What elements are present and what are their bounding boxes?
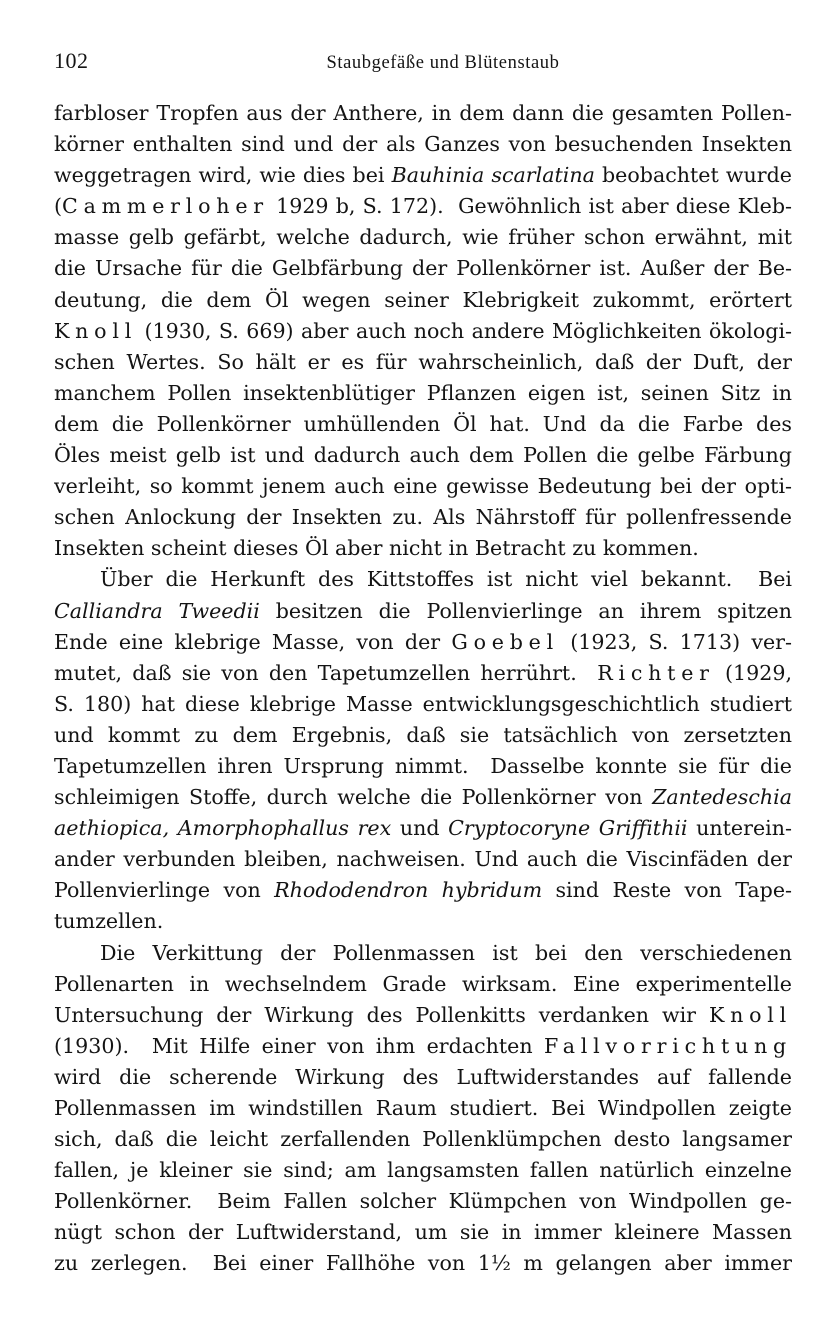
text-line	[54, 222, 792, 253]
text-segment: unterein-	[687, 816, 792, 841]
text-line	[54, 720, 792, 751]
text-line	[54, 160, 792, 191]
spaced-author-name: Knoll	[54, 318, 138, 343]
text-segment: wird die scherende Wirkung des Luftwiderstandes auf fallende	[54, 1064, 792, 1089]
text-segment: mutet, daß sie von den Tapetumzellen herrührt.	[54, 660, 598, 685]
text-segment: ander verbunden bleiben, nachweisen. Und auch die Viscinfäden der	[54, 847, 792, 872]
text-line	[54, 564, 792, 595]
text-line	[54, 191, 792, 222]
text-line	[54, 347, 792, 378]
text-segment: Pollenarten in wechselndem Grade wirksam. Eine experimentelle	[54, 971, 792, 996]
text-line	[54, 129, 792, 160]
text-segment: sind Reste von Tape-	[542, 878, 792, 903]
text-segment: Ende eine klebrige Masse, von der	[54, 629, 452, 654]
text-segment: Pollenmassen im windstillen Raum studiert. Bei Windpollen zeigte	[54, 1096, 792, 1120]
text-line	[54, 875, 792, 906]
text-segment: Untersuchung der Wirkung des Pollenkitts verdanken wir	[54, 1002, 709, 1027]
text-line	[54, 98, 792, 129]
italic-species-name: Zantedeschia	[652, 785, 792, 810]
text-segment: manchem Pollen insektenblütiger Pflanzen eigen ist, seinen Sitz in	[54, 380, 792, 405]
text-line	[54, 1031, 792, 1062]
text-line	[54, 906, 792, 937]
text-segment: sich, daß die leicht zerfallenden Pollenklümpchen desto langsamer	[54, 1127, 792, 1152]
italic-species-name: Cryptocoryne Griffithii	[448, 816, 688, 841]
text-line	[54, 1000, 792, 1031]
text-segment: 1929 b, S. 172). Gewöhnlich ist aber diese Kleb-	[268, 194, 792, 219]
text-segment: Über die Herkunft des Kittstoffes ist nicht viel bekannt. Bei	[100, 567, 792, 592]
text-segment: beobachtet wurde	[594, 163, 792, 188]
body-text	[54, 98, 792, 1280]
text-line	[54, 1186, 792, 1217]
text-line	[54, 813, 792, 844]
text-segment: und	[391, 816, 449, 841]
text-segment: Insekten scheint dieses Öl aber nicht in Betracht zu kommen.	[54, 536, 699, 561]
spaced-author-name: Knoll	[708, 1002, 792, 1027]
text-segment: schleimigen Stoffe, durch welche die Pollenkörner von	[54, 785, 653, 810]
text-segment: masse gelb gefärbt, welche dadurch, wie früher schon erwähnt, mit	[54, 225, 792, 250]
text-segment: nügt schon der Luftwiderstand, um sie in immer kleinere Massen	[54, 1220, 792, 1245]
spaced-author-name: Fallvorrichtung	[544, 1033, 792, 1058]
italic-species-name: Calliandra Tweedii	[54, 598, 260, 623]
text-segment: weggetragen wird, wie dies bei	[54, 163, 392, 188]
text-line	[54, 1093, 792, 1124]
text-line	[54, 1217, 792, 1248]
text-segment: besitzen die Pollenvierlinge an ihrem spitzen	[259, 598, 792, 623]
text-line	[54, 782, 792, 813]
text-line	[54, 1124, 792, 1155]
italic-species-name: aethiopica, Amorphophallus rex	[54, 816, 392, 841]
text-segment: (1929,	[714, 660, 792, 685]
text-segment: (1930). Mit Hilfe einer von ihm erdachten	[54, 1033, 545, 1058]
text-line	[54, 533, 792, 564]
text-segment: die Ursache für die Gelbfärbung der Pollenkörner ist. Außer der Be-	[54, 256, 792, 281]
text-line	[54, 471, 792, 502]
text-line	[54, 285, 792, 316]
text-segment: Tapetumzellen ihren Ursprung nimmt. Dasselbe konnte sie für die	[54, 753, 792, 778]
text-segment: Pollenkörner. Beim Fallen solcher Klümpchen von Windpollen ge-	[54, 1189, 792, 1214]
spaced-author-name: Goebel	[451, 629, 559, 654]
text-line	[54, 316, 792, 347]
text-segment: und kommt zu dem Ergebnis, daß sie tatsächlich von zersetzten	[54, 722, 792, 747]
text-line	[54, 1248, 792, 1279]
text-segment: S. 180) hat diese klebrige Masse entwicklungsgeschichtlich studiert	[54, 691, 792, 716]
text-segment: tumzellen.	[54, 909, 164, 934]
spaced-author-name: Richter	[597, 660, 715, 685]
running-title: Staubgefäße und Blütenstaub	[326, 53, 560, 73]
text-segment: dem die Pollenkörner umhüllenden Öl hat. Und da die Farbe des	[54, 411, 792, 436]
text-line	[54, 378, 792, 409]
text-segment: verleiht, so kommt jenem auch eine gewisse Bedeutung bei der opti-	[54, 474, 792, 499]
text-line	[54, 844, 792, 875]
text-segment: Öles meist gelb ist und dadurch auch dem Pollen die gelbe Färbung	[54, 443, 792, 468]
text-line	[54, 409, 792, 440]
text-line	[54, 596, 792, 627]
text-segment: (1923, S. 1713) ver-	[559, 629, 792, 654]
text-line	[54, 1062, 792, 1093]
page-number: 102	[54, 48, 89, 73]
text-segment: Die Verkittung der Pollenmassen ist bei den verschiedenen	[100, 940, 792, 965]
page-header	[54, 48, 792, 82]
text-segment: schen Wertes. So hält er es für wahrscheinlich, daß der Duft, der	[54, 349, 792, 374]
text-segment: schen Anlockung der Insekten zu. Als Nährstoff für pollenfressende	[54, 505, 792, 530]
italic-species-name: Rhododendron hybridum	[274, 878, 543, 903]
text-segment: farbloser Tropfen aus der Anthere, in dem dann die gesamten Pollen-	[54, 101, 792, 125]
text-segment: fallen, je kleiner sie sind; am langsamsten fallen natürlich einzelne	[54, 1158, 792, 1183]
text-segment: Pollenvierlinge von	[54, 878, 275, 903]
spaced-author-name: Cammerloher	[62, 194, 269, 219]
text-line	[54, 751, 792, 782]
text-segment: zu zerlegen. Bei einer Fallhöhe von 1½ m gelangen aber immer	[54, 1251, 792, 1276]
text-line	[54, 658, 792, 689]
text-line	[54, 1155, 792, 1186]
text-segment: deutung, die dem Öl wegen seiner Klebrigkeit zukommt, erörtert	[54, 287, 792, 312]
text-line	[54, 969, 792, 1000]
text-line	[54, 627, 792, 658]
italic-species-name: Bauhinia scarlatina	[391, 163, 595, 188]
text-line	[54, 938, 792, 969]
text-line	[54, 440, 792, 471]
text-segment: (1930, S. 669) aber auch noch andere Möglichkeiten ökologi-	[137, 318, 792, 343]
text-segment: körner enthalten sind und der als Ganzes von besuchenden Insekten	[54, 132, 792, 157]
text-line	[54, 689, 792, 720]
text-line	[54, 253, 792, 284]
text-segment: (	[54, 194, 63, 219]
text-line	[54, 502, 792, 533]
